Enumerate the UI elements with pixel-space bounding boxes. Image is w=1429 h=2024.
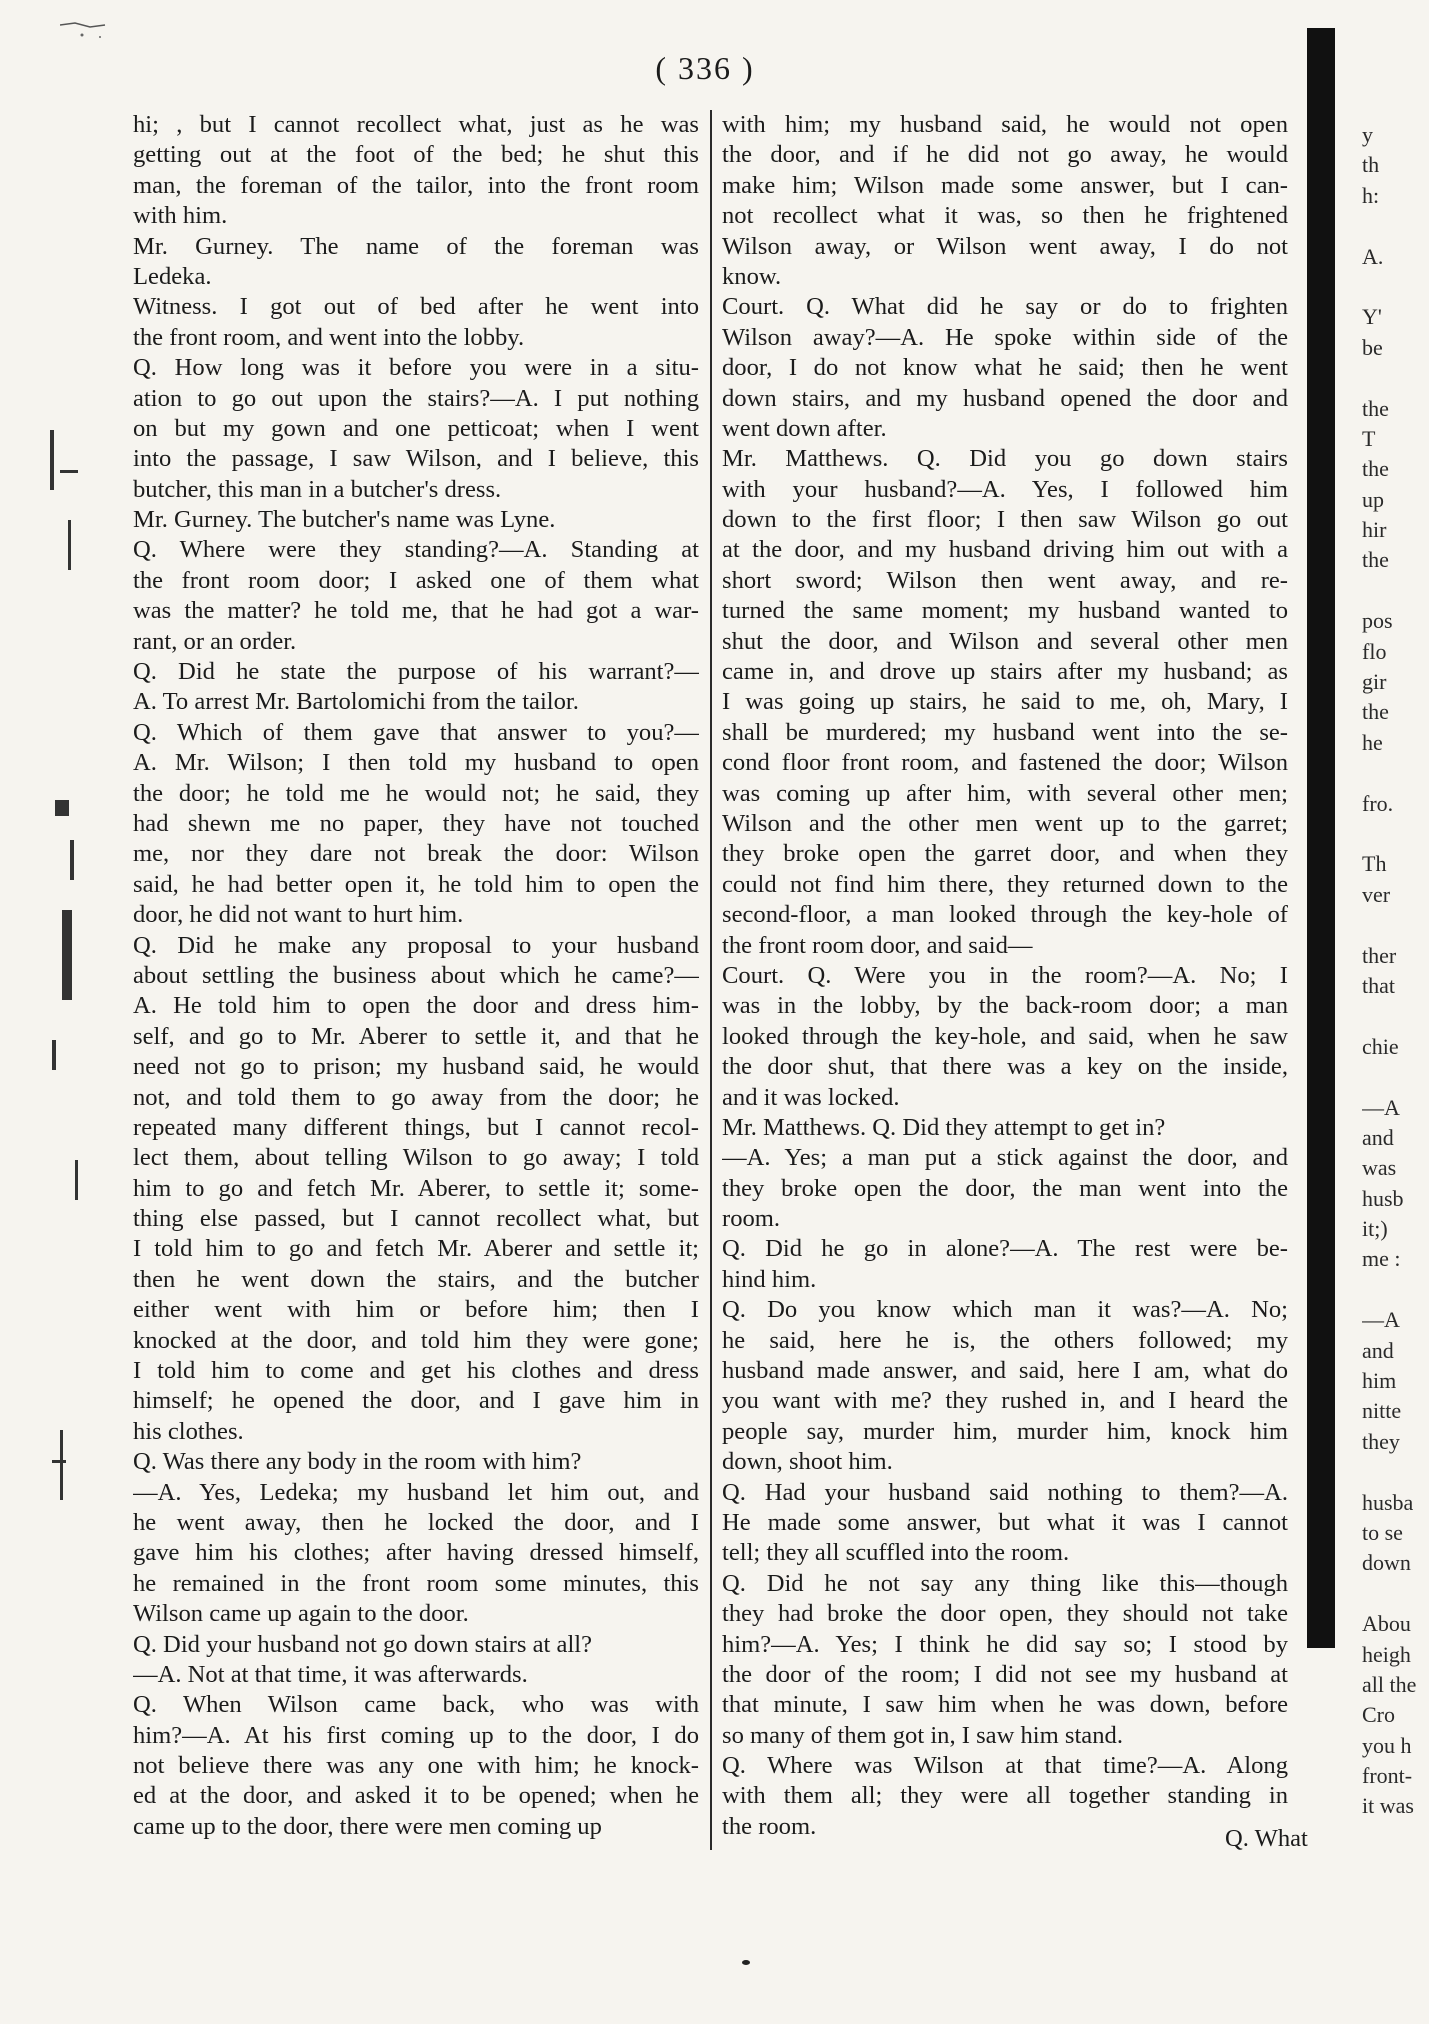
text-line: getting out at the foot of the bed; he shut this bbox=[133, 141, 699, 169]
text-line: room. bbox=[722, 1205, 781, 1233]
text-line: —A. Yes, Ledeka; my husband let him out, and bbox=[133, 1478, 699, 1506]
text-line: himself; he opened the door, and I gave him in bbox=[133, 1387, 699, 1415]
bleed-fragment: he bbox=[1362, 729, 1383, 755]
bleed-fragment: T bbox=[1362, 425, 1376, 451]
bleed-fragment: front- bbox=[1362, 1763, 1413, 1789]
text-line: the door shut, that there was a key on the inside, bbox=[722, 1053, 1288, 1081]
ink-speck bbox=[742, 1960, 750, 1965]
text-line: then he went down the stairs, and the butcher bbox=[133, 1265, 699, 1293]
text-line: had shewn me no paper, they have not touched bbox=[133, 809, 699, 837]
text-line: on but my gown and one petticoat; when I went bbox=[133, 414, 699, 442]
text-line: Ledeka. bbox=[133, 262, 212, 290]
left-margin-marks bbox=[30, 300, 90, 1500]
bleed-fragment: husb bbox=[1362, 1185, 1404, 1211]
text-line: so many of them got in, I saw him stand. bbox=[722, 1721, 1123, 1749]
bleed-fragment: gir bbox=[1362, 669, 1387, 695]
text-line: I was going up stairs, he said to me, oh, Mary, I bbox=[722, 688, 1288, 716]
bleed-fragment: Abou bbox=[1362, 1611, 1411, 1637]
text-line: with your husband?—A. Yes, I followed him bbox=[722, 475, 1288, 503]
bleed-fragment: y bbox=[1362, 122, 1373, 147]
bleed-fragment: A. bbox=[1362, 243, 1384, 269]
text-line: short sword; Wilson then went away, and re- bbox=[722, 566, 1288, 594]
text-line: —A. Yes; a man put a stick against the door, and bbox=[722, 1144, 1288, 1172]
text-line: repeated many different things, but I cannot recol- bbox=[133, 1113, 699, 1141]
text-line: not believe there was any one with him; he knock- bbox=[133, 1752, 699, 1780]
text-line: shall be murdered; my husband went into the se- bbox=[722, 718, 1288, 746]
bleed-fragment: h: bbox=[1362, 182, 1380, 208]
bleed-fragment bbox=[1362, 1275, 1422, 1305]
text-line: Q. Where was Wilson at that time?—A. Along bbox=[722, 1752, 1288, 1780]
bleed-fragment bbox=[1362, 1457, 1422, 1487]
text-line: Witness. I got out of bed after he went into bbox=[133, 293, 699, 321]
bleed-fragment bbox=[1362, 272, 1422, 302]
text-line: he went away, then he locked the door, and I bbox=[133, 1508, 699, 1536]
text-line: door, I do not know what he said; then he went bbox=[722, 354, 1288, 382]
text-line: the front room door, and said— bbox=[722, 931, 1033, 959]
bleed-fragment: chie bbox=[1362, 1033, 1399, 1059]
bleed-fragment: you h bbox=[1362, 1732, 1412, 1758]
bleed-fragment: hir bbox=[1362, 517, 1387, 543]
text-line: Q. Did he make any proposal to your husband bbox=[133, 931, 699, 959]
text-line: into the passage, I saw Wilson, and I believe, this bbox=[133, 445, 699, 473]
text-line: was coming up after him, with several other men; bbox=[722, 779, 1288, 807]
text-line: him?—A. Yes; I think he did say so; I stood by bbox=[722, 1630, 1288, 1658]
bleed-fragment: and bbox=[1362, 1337, 1394, 1363]
bleed-fragment: ver bbox=[1362, 881, 1391, 907]
text-line: either went with him or before him; then I bbox=[133, 1296, 699, 1324]
text-line: gave him his clothes; after having dressed himself, bbox=[133, 1539, 699, 1567]
text-line: the door of the room; I did not see my husband at bbox=[722, 1660, 1288, 1688]
text-line: his clothes. bbox=[133, 1417, 244, 1445]
corner-smudge bbox=[60, 15, 160, 45]
bleed-fragment: th bbox=[1362, 152, 1380, 178]
left-column bbox=[133, 110, 699, 1842]
text-line: Q. When Wilson came back, who was with bbox=[133, 1691, 699, 1719]
text-line: they had broke the door open, they should not take bbox=[722, 1600, 1288, 1628]
bleed-fragment: Th bbox=[1362, 851, 1387, 877]
text-line: Mr. Gurney. The butcher's name was Lyne. bbox=[133, 506, 556, 534]
text-line: Q. Did your husband not go down stairs at all? bbox=[133, 1630, 593, 1658]
text-line: second-floor, a man looked through the key-hole of bbox=[722, 901, 1288, 929]
text-line: butcher, this man in a butcher's dress. bbox=[133, 475, 502, 503]
bleed-fragment: husba bbox=[1362, 1489, 1414, 1515]
text-line: I told him to come and get his clothes and dress bbox=[133, 1357, 699, 1385]
bleed-fragment: to se bbox=[1362, 1519, 1403, 1545]
text-line: the front room, and went into the lobby. bbox=[133, 323, 525, 351]
text-line: door, he did not want to hurt him. bbox=[133, 901, 464, 929]
text-line: Q. Was there any body in the room with him? bbox=[133, 1448, 582, 1476]
text-line: hind him. bbox=[722, 1265, 817, 1293]
bleed-fragment: the bbox=[1362, 547, 1389, 573]
text-line: Wilson and the other men went up to the garret; bbox=[722, 809, 1288, 837]
text-line: hi; , but I cannot recollect what, just as he was bbox=[133, 111, 699, 138]
bleed-fragment: it;) bbox=[1362, 1216, 1388, 1242]
bleed-fragment: down bbox=[1362, 1550, 1411, 1576]
text-line: Mr. Gurney. The name of the foreman was bbox=[133, 232, 699, 260]
text-line: with him. bbox=[133, 202, 228, 230]
text-line: looked through the key-hole, and said, when he saw bbox=[722, 1022, 1288, 1050]
bleed-fragment: fro. bbox=[1362, 790, 1394, 816]
bleed-fragment: that bbox=[1362, 972, 1395, 998]
text-line: husband made answer, and said, here I am, what do bbox=[722, 1357, 1288, 1385]
bleed-fragment: flo bbox=[1362, 638, 1387, 664]
text-line: they broke open the door, the man went into the bbox=[722, 1174, 1288, 1202]
bleed-fragment: nitte bbox=[1362, 1398, 1402, 1424]
bleed-fragment: pos bbox=[1362, 608, 1393, 634]
text-line: Q. Did he state the purpose of his warrant?— bbox=[133, 658, 699, 686]
bleed-fragment: it was bbox=[1362, 1793, 1414, 1819]
text-line: —A. Not at that time, it was afterwards. bbox=[133, 1660, 528, 1688]
text-line: he remained in the front room some minutes, this bbox=[133, 1569, 699, 1597]
text-line: Q. How long was it before you were in a situ- bbox=[133, 354, 699, 382]
bleed-fragment bbox=[1362, 819, 1422, 849]
bleed-fragment: be bbox=[1362, 334, 1383, 360]
text-line: Wilson away?—A. He spoke within side of the bbox=[722, 323, 1288, 351]
text-line: that minute, I saw him when he was down, before bbox=[722, 1691, 1288, 1719]
text-line: people say, murder him, murder him, knock him bbox=[722, 1417, 1288, 1445]
text-line: not, and told them to go away from the door; he bbox=[133, 1083, 699, 1111]
text-line: about settling the business about which he came?— bbox=[133, 961, 699, 989]
text-line: Q. Do you know which man it was?—A. No; bbox=[722, 1296, 1288, 1324]
text-line: Mr. Matthews. Q. Did you go down stairs bbox=[722, 445, 1288, 473]
text-line: lect them, about telling Wilson to go away; I told bbox=[133, 1144, 699, 1172]
bleed-fragment bbox=[1362, 576, 1422, 606]
text-line: A. To arrest Mr. Bartolomichi from the tailor. bbox=[133, 688, 579, 716]
bleed-fragment: ther bbox=[1362, 942, 1397, 968]
text-line: A. Mr. Wilson; I then told my husband to open bbox=[133, 749, 699, 777]
text-line: rant, or an order. bbox=[133, 627, 297, 655]
text-line: know. bbox=[722, 262, 782, 290]
text-line: was the matter? he told me, that he had got a war- bbox=[133, 597, 699, 625]
text-line: Q. Did he not say any thing like this—though bbox=[722, 1569, 1288, 1597]
bleed-fragment: Cro bbox=[1362, 1702, 1395, 1728]
bleed-fragment: —A bbox=[1362, 1094, 1400, 1120]
text-line: came up to the door, there were men coming up bbox=[133, 1812, 602, 1840]
text-line: Wilson came up again to the door. bbox=[133, 1600, 469, 1628]
text-line: with him; my husband said, he would not open bbox=[722, 111, 1288, 138]
bleed-fragment bbox=[1362, 363, 1422, 393]
text-line: the door; he told me he would not; he said, they bbox=[133, 779, 699, 807]
text-line: could not find him there, they returned down to the bbox=[722, 870, 1288, 898]
bleed-fragment: me : bbox=[1362, 1246, 1401, 1272]
page-number: ( 336 ) bbox=[655, 50, 755, 86]
text-line: He made some answer, but what it was I cannot bbox=[722, 1508, 1288, 1536]
bleed-fragment bbox=[1362, 1001, 1422, 1031]
text-line: the door, and if he did not go away, he would bbox=[722, 141, 1288, 169]
column-rule bbox=[710, 110, 712, 1850]
text-line: not recollect what it was, so then he frightened bbox=[722, 202, 1288, 230]
text-line: the front room door; I asked one of them what bbox=[133, 566, 699, 594]
text-line: said, he had better open it, he told him to open the bbox=[133, 870, 699, 898]
bleed-fragment: him bbox=[1362, 1368, 1397, 1394]
text-line: cond floor front room, and fastened the door; Wilson bbox=[722, 749, 1288, 777]
bleed-fragment bbox=[1362, 910, 1422, 940]
text-line: at the door, and my husband driving him out with a bbox=[722, 536, 1288, 564]
text-line: the room. bbox=[722, 1812, 817, 1840]
bleed-fragment bbox=[1362, 211, 1422, 241]
text-line: down, shoot him. bbox=[722, 1448, 893, 1476]
text-line: him to go and fetch Mr. Aberer, to settle it; some- bbox=[133, 1174, 699, 1202]
text-line: Court. Q. Were you in the room?—A. No; I bbox=[722, 961, 1288, 989]
text-line: Q. Where were they standing?—A. Standing at bbox=[133, 536, 699, 564]
text-line: tell; they all scuffled into the room. bbox=[722, 1539, 1070, 1567]
bleed-fragment: up bbox=[1362, 486, 1384, 512]
text-line: him?—A. At his first coming up to the door, I do bbox=[133, 1721, 699, 1749]
text-line: ation to go out upon the stairs?—A. I put nothing bbox=[133, 384, 699, 412]
text-line: I told him to go and fetch Mr. Aberer and settle it; bbox=[133, 1235, 699, 1263]
text-line: came in, and drove up stairs after my husband; as bbox=[722, 658, 1288, 686]
bleed-fragment: the bbox=[1362, 395, 1389, 421]
text-line: A. He told him to open the door and dress him- bbox=[133, 992, 699, 1020]
bleed-fragment: Y' bbox=[1362, 304, 1382, 330]
text-line: shut the door, and Wilson and several other men bbox=[722, 627, 1288, 655]
text-line: he said, here he is, the others followed; my bbox=[722, 1326, 1288, 1354]
text-line: Q. Which of them gave that answer to you?— bbox=[133, 718, 699, 746]
text-line: they broke open the garret door, and when they bbox=[722, 840, 1288, 868]
text-line: Q. Did he go in alone?—A. The rest were be- bbox=[722, 1235, 1288, 1263]
text-line: knocked at the door, and told him they were gone; bbox=[133, 1326, 699, 1354]
text-line: turned the same moment; my husband wanted to bbox=[722, 597, 1288, 625]
text-line: make him; Wilson made some answer, but I can- bbox=[722, 171, 1288, 199]
text-line: Q. Had your husband said nothing to them?—A. bbox=[722, 1478, 1288, 1506]
text-line: me, nor they dare not break the door: Wilson bbox=[133, 840, 699, 868]
bleed-fragment: all the bbox=[1362, 1671, 1417, 1697]
text-line: was in the lobby, by the back-room door; a man bbox=[722, 992, 1288, 1020]
text-line: down stairs, and my husband opened the door and bbox=[722, 384, 1288, 412]
catchword: Q. What bbox=[1225, 1825, 1308, 1852]
text-line: down to the first floor; I then saw Wilson go out bbox=[722, 506, 1288, 534]
text-line: you want with me? they rushed in, and I heard the bbox=[722, 1387, 1288, 1415]
bleed-fragment: —A bbox=[1362, 1307, 1400, 1333]
page-gutter-shadow bbox=[1307, 28, 1335, 1648]
text-line: Court. Q. What did he say or do to frighten bbox=[722, 293, 1288, 321]
bleed-fragment bbox=[1362, 758, 1422, 788]
bleed-fragment: and bbox=[1362, 1124, 1394, 1150]
text-line: self, and go to Mr. Aberer to settle it, and that he bbox=[133, 1022, 699, 1050]
text-line: Mr. Matthews. Q. Did they attempt to get in? bbox=[722, 1113, 1166, 1141]
bleed-fragment: the bbox=[1362, 699, 1389, 725]
text-line: ed at the door, and asked it to be opened; when he bbox=[133, 1782, 699, 1810]
facing-page-bleed bbox=[1362, 120, 1422, 1822]
right-column bbox=[722, 110, 1288, 1842]
text-line: thing else passed, but I cannot recollect what, but bbox=[133, 1205, 699, 1233]
text-line: man, the foreman of the tailor, into the front room bbox=[133, 171, 699, 199]
text-line: Wilson away, or Wilson went away, I do not bbox=[722, 232, 1288, 260]
text-line: need not go to prison; my husband said, he would bbox=[133, 1053, 699, 1081]
bleed-fragment: was bbox=[1362, 1155, 1397, 1181]
text-line: and it was locked. bbox=[722, 1083, 900, 1111]
text-line: with them all; they were all together standing in bbox=[722, 1782, 1288, 1810]
bleed-fragment: they bbox=[1362, 1428, 1400, 1454]
bleed-fragment: the bbox=[1362, 456, 1389, 482]
text-line: went down after. bbox=[722, 414, 887, 442]
bleed-fragment bbox=[1362, 1062, 1422, 1092]
bleed-fragment: heigh bbox=[1362, 1641, 1411, 1667]
bleed-fragment bbox=[1362, 1579, 1422, 1609]
